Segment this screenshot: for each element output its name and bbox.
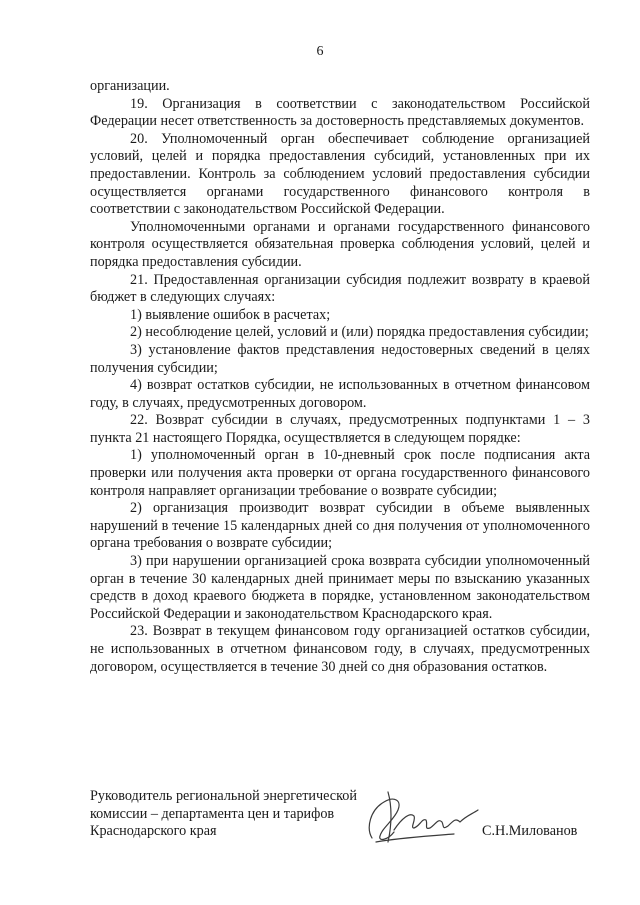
paragraph-20-inspection: Уполномоченными органами и органами государственного финансового контроля осуществляется обязательная проверка соблюдения условий, целей и порядка предоставления субсидии. (90, 218, 590, 270)
paragraph-22-item-1: 1) уполномоченный орган в 10-дневный срок после подписания акта проверки или получения акта проверки от органа государственного финансового контроля направляет организации требование о возврате субсидии; (90, 447, 590, 499)
paragraph-20: 20. Уполномоченный орган обеспечивает соблюдение организацией условий, целей и порядка предоставления субсидий, установленных при их предоставлении. Контроль за соблюдением условий предоставления субсидии осуществляется органами государственного финансового контроля в соответствии с законодательством Российской Федерации. (90, 130, 590, 218)
paragraph-22: 22. Возврат субсидии в случаях, предусмотренных подпунктами 1 – 3 пункта 21 настоящего Порядка, осуществляется в следующем порядке: (90, 412, 590, 446)
document-body (90, 78, 590, 676)
paragraph-21-item-3: 3) установление фактов представления недостоверных сведений в целях получения субсидии; (90, 341, 590, 376)
signer-name: С.Н.Милованов (482, 823, 578, 839)
signer-title-line-1: Руководитель региональной энергетической (90, 788, 357, 804)
paragraph-21-item-2: 2) несоблюдение целей, условий и (или) порядка предоставления субсидии; (130, 324, 589, 341)
handwritten-signature (358, 780, 488, 852)
paragraph-21-item-1: 1) выявление ошибок в расчетах; (130, 306, 331, 323)
paragraph-22-item-2: 2) организация производит возврат субсидии в объеме выявленных нарушений в течение 15 календарных дней со дня получения от уполномоченного органа требования о возврате субсидии; (90, 500, 590, 552)
paragraph-22-item-3: 3) при нарушении организацией срока возврата субсидии уполномоченный орган в течение 30 календарных дней принимает меры по взысканию указанных средств в доход краевого бюджета в порядке, установленном законодательством Российской Федерации и законодательством Краснодарского края. (90, 553, 590, 622)
signer-title-line-3: Краснодарского края (90, 823, 217, 840)
page-number: 6 (316, 44, 324, 59)
paragraph-21: 21. Предоставленная организации субсидия подлежит возврату в краевой бюджет в следующих случаях: (90, 271, 590, 306)
signer-title-line-2: комиссии – департамента цен и тарифов (90, 805, 335, 822)
signature-block (90, 788, 590, 841)
paragraph-continuation: организации. (90, 78, 170, 94)
paragraph-19: 19. Организация в соответствии с законодательством Российской Федерации несет ответственность за достоверность представляемых документов. (90, 95, 590, 130)
paragraph-23: 23. Возврат в текущем финансовом году организацией остатков субсидии, не использованных в отчетном финансовом году, в случаях, предусмотренных договором, осуществляется в течение 30 дней со дня образования остатков. (90, 623, 590, 675)
paragraph-21-item-4: 4) возврат остатков субсидии, не использованных в отчетном финансовом году, в случаях, предусмотренных договором. (90, 377, 590, 411)
